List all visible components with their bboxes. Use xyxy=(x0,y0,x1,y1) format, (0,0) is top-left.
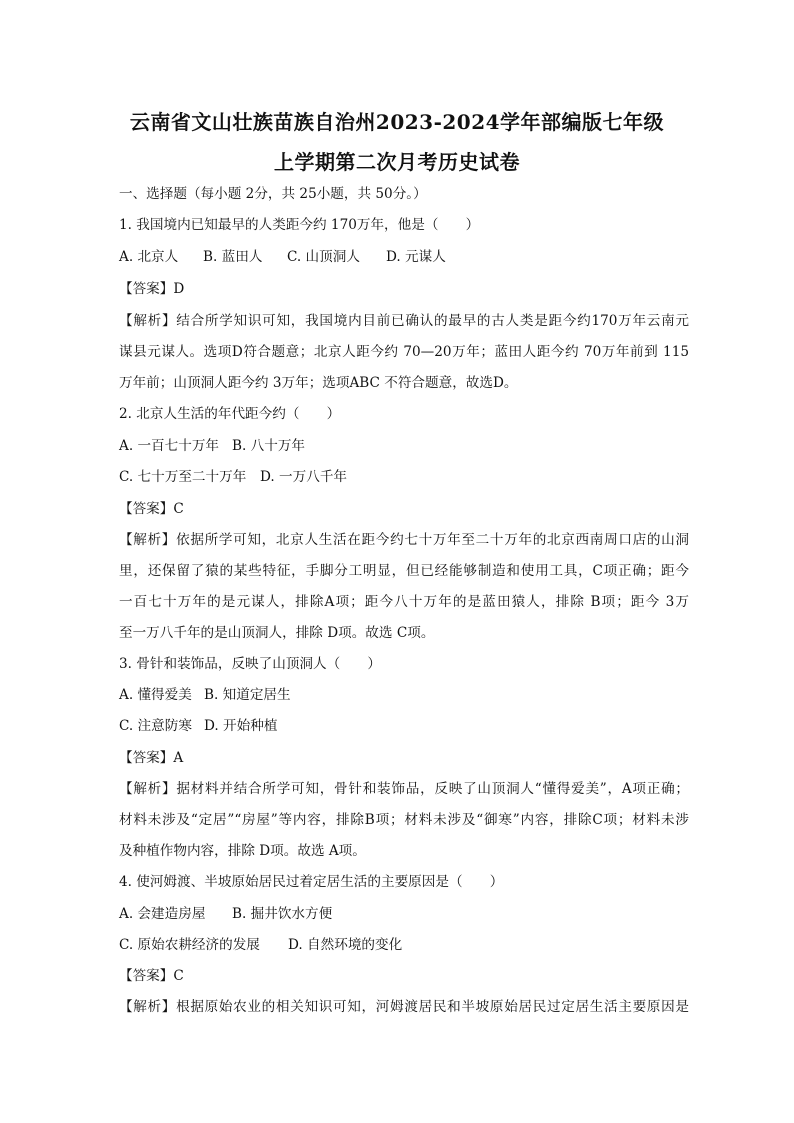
question-1-answer: 【答案】D xyxy=(119,281,185,297)
question-1-option-d: D. 元谋人 xyxy=(386,249,446,265)
question-3-option-c: C. 注意防寒 xyxy=(119,718,192,734)
question-2-option-a: A. 一百七十万年 xyxy=(119,438,220,454)
question-1-option-a: A. 北京人 xyxy=(119,249,179,265)
question-2-stem: 2. 北京人生活的年代距今约（ ） xyxy=(119,406,341,422)
question-1-analysis-line: 万年前；山顶洞人距今约 3万年；选项ABC 不符合题意，故选D。 xyxy=(119,375,518,391)
question-1-analysis-line: 谋县元谋人。选项D符合题意；北京人距今约 70—20万年；蓝田人距今约 70万年前到 115 xyxy=(119,344,689,360)
question-1-stem: 1. 我国境内已知最早的人类距今约 170万年，他是（ ） xyxy=(119,217,480,233)
question-2-analysis-line: 里，还保留了猿的某些特征，手脚分工明显，但已经能够制造和使用工具，C项正确；距今 xyxy=(119,563,689,579)
question-2-option-c: C. 七十万至二十万年 xyxy=(119,469,247,485)
question-3-option-b: B. 知道定居生 xyxy=(204,687,291,703)
question-3-analysis-line: 及种植作物内容，排除 D项。故选 A项。 xyxy=(119,843,366,859)
question-4-option-b: B. 掘井饮水方便 xyxy=(232,906,333,922)
question-2-option-b: B. 八十万年 xyxy=(232,438,306,454)
question-4-option-c: C. 原始农耕经济的发展 xyxy=(119,937,260,953)
question-4-answer: 【答案】C xyxy=(119,968,184,984)
question-4-analysis-line: 【解析】根据原始农业的相关知识可知，河姆渡居民和半坡原始居民过定居生活主要原因是 xyxy=(119,999,689,1015)
question-4-option-d: D. 自然环境的变化 xyxy=(288,937,403,953)
question-3-option-d: D. 开始种植 xyxy=(204,718,278,734)
question-3-stem: 3. 骨针和装饰品，反映了山顶洞人（ ） xyxy=(119,656,381,672)
question-2-analysis-line: 至一万八千年的是山顶洞人，排除 D项。故选 C项。 xyxy=(119,625,435,641)
question-2-options-row-2 xyxy=(119,467,689,487)
question-3-analysis-line: 材料未涉及“定居”“房屋”等内容，排除B项；材料未涉及“御寒”内容，排除C项；材料未涉 xyxy=(119,812,689,828)
question-2-option-d: D. 一万八千年 xyxy=(260,469,348,485)
question-1-options xyxy=(119,247,689,267)
question-4-options-row-2 xyxy=(119,935,689,955)
question-3-answer: 【答案】A xyxy=(119,750,184,766)
question-4-stem: 4. 使河姆渡、半坡原始居民过着定居生活的主要原因是（ ） xyxy=(119,874,504,890)
question-3-options-row-1 xyxy=(119,685,689,705)
document-title-line-1: 云南省文山壮族苗族自治州2023-2024学年部编版七年级 xyxy=(129,110,665,134)
question-4-option-a: A. 会建造房屋 xyxy=(119,906,206,922)
question-2-analysis-line: 【解析】依据所学可知，北京人生活在距今约七十万年至二十万年的北京西南周口店的山洞 xyxy=(119,532,689,548)
question-3-options-row-2 xyxy=(119,716,689,736)
question-2-analysis-line: 一百七十万年的是元谋人，排除A项；距今八十万年的是蓝田猿人，排除 B项；距今 3万 xyxy=(119,594,689,610)
document-title-line-2: 上学期第二次月考历史试卷 xyxy=(274,150,520,174)
question-1-option-b: B. 蓝田人 xyxy=(203,249,263,265)
section-header: 一、选择题（每小题 2分，共 25小题，共 50分。） xyxy=(119,186,427,202)
question-3-analysis-line: 【解析】据材料并结合所学可知，骨针和装饰品，反映了山顶洞人“懂得爱美”，A项正确； xyxy=(119,781,689,797)
question-2-options-row-1 xyxy=(119,436,689,456)
question-1-analysis-line: 【解析】结合所学知识可知，我国境内目前已确认的最早的古人类是距今约170万年云南元 xyxy=(119,313,689,329)
question-1-option-c: C. 山顶洞人 xyxy=(287,249,360,265)
question-4-options-row-1 xyxy=(119,904,689,924)
question-2-answer: 【答案】C xyxy=(119,501,184,517)
question-3-option-a: A. 懂得爱美 xyxy=(119,687,192,703)
